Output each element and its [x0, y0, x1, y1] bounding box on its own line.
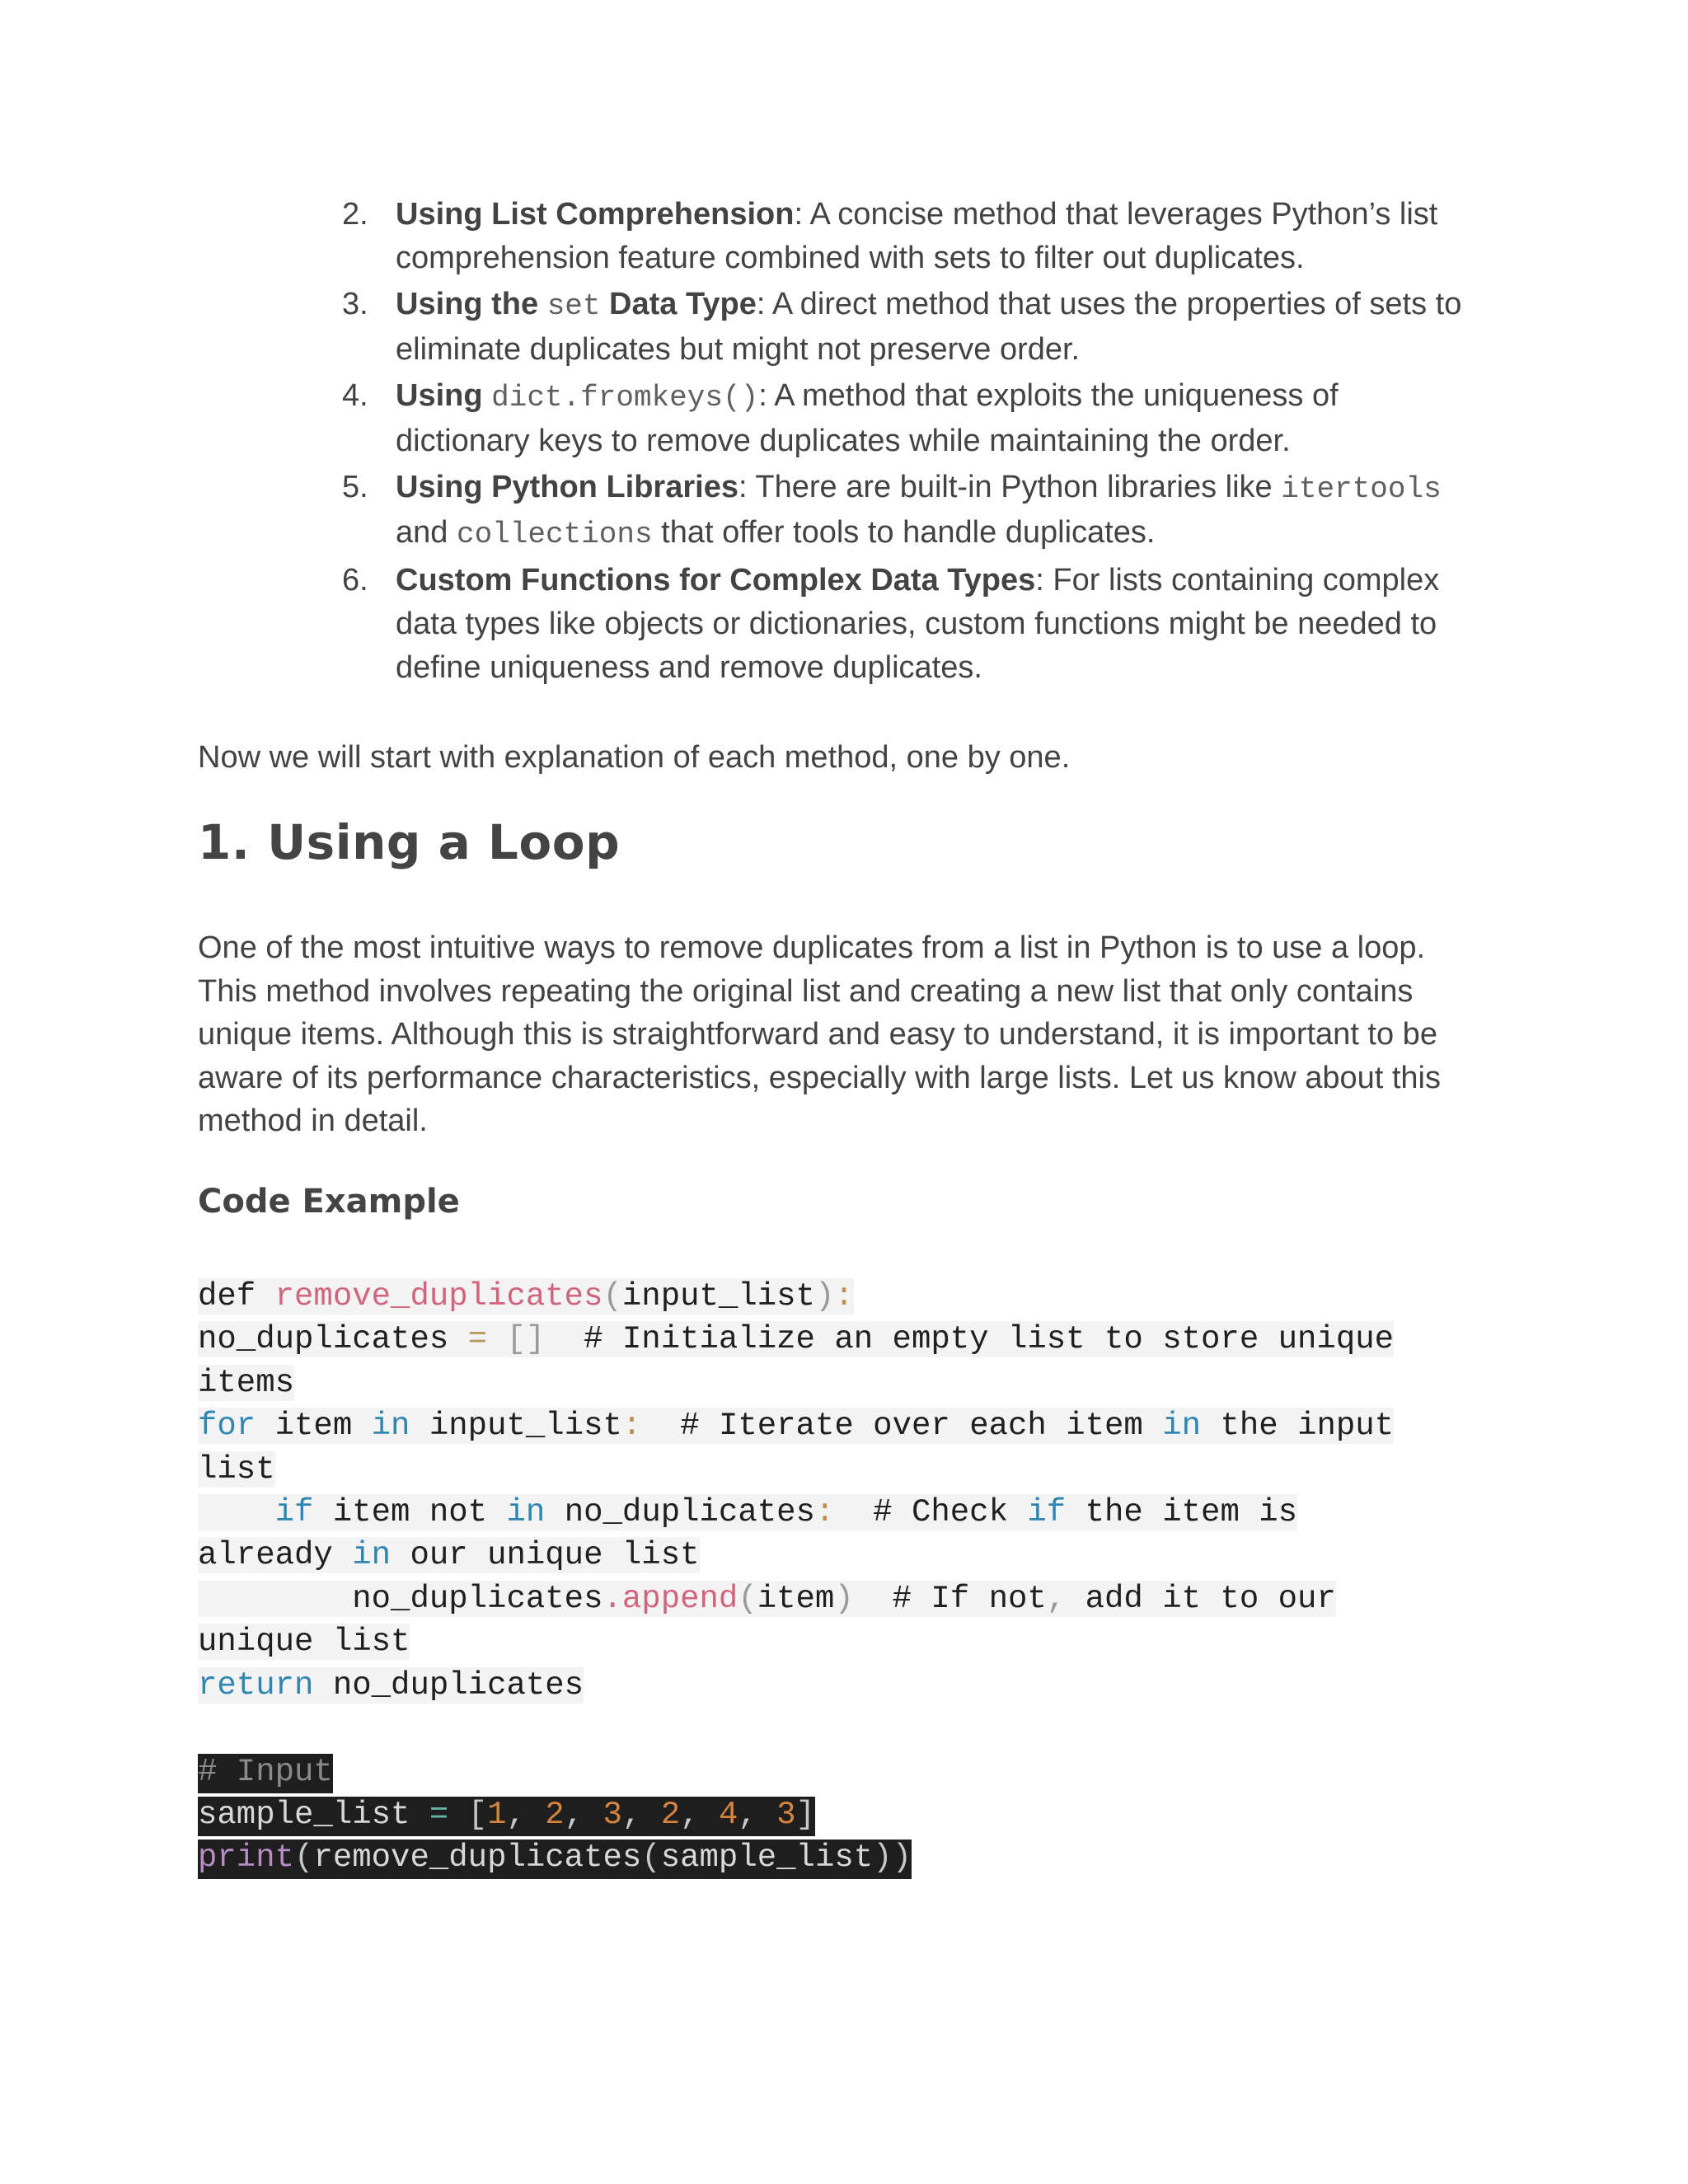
- list-item-number: 6.: [342, 563, 368, 598]
- code-token: no_duplicates: [313, 1666, 584, 1704]
- code-token: remove_duplicates: [313, 1840, 642, 1876]
- code-line: [198, 1361, 1517, 1404]
- code-line: [198, 1318, 1517, 1361]
- section-heading: 1. Using a Loop: [198, 814, 621, 870]
- list-item-number: 2.: [342, 197, 368, 232]
- code-line: [198, 1275, 1517, 1318]
- code-block-input: [198, 1750, 912, 1879]
- code-token: the input: [1201, 1408, 1395, 1445]
- code-token: add it to our: [1066, 1580, 1336, 1617]
- intro-paragraph: Now we will start with explanation of each method, one by one.: [198, 740, 1071, 775]
- list-item-text: : A direct method that uses the properties of sets to eliminate duplicates but might not preserve order.: [396, 287, 1462, 367]
- code-token: item not: [313, 1493, 507, 1530]
- code-token: no_duplicates: [198, 1580, 603, 1617]
- code-block-function: [198, 1275, 1517, 1707]
- list-item-term: Using: [396, 378, 492, 413]
- list-item-text: that offer tools to handle duplicates.: [652, 515, 1156, 550]
- code-token: remove_duplicates: [274, 1278, 603, 1315]
- methods-list: [342, 193, 1479, 692]
- code-token: ,: [621, 1797, 661, 1833]
- code-token: unique list: [198, 1624, 410, 1661]
- code-line-content: [198, 1797, 815, 1836]
- list-item: [342, 283, 1479, 372]
- code-line-content: [198, 1278, 854, 1315]
- code-token: [198, 1494, 275, 1530]
- inline-code: set: [546, 289, 601, 323]
- code-line-content: [198, 1321, 1394, 1357]
- code-token: ,: [506, 1797, 546, 1833]
- code-line-content: [198, 1624, 410, 1660]
- list-item: [342, 193, 1479, 280]
- code-token: ): [834, 1580, 854, 1617]
- code-token: :: [834, 1278, 854, 1315]
- code-token: [487, 1321, 506, 1357]
- code-token: ,: [1046, 1580, 1067, 1617]
- code-token: :: [621, 1408, 642, 1445]
- code-token: # Check: [834, 1493, 1028, 1530]
- code-line-content: [198, 1754, 333, 1793]
- code-token: =: [467, 1321, 488, 1358]
- code-token: ,: [564, 1797, 603, 1833]
- code-line-content: [198, 1840, 912, 1879]
- code-line-content: [198, 1408, 1394, 1444]
- code-token: (: [641, 1840, 661, 1876]
- code-token: sample_list: [198, 1797, 429, 1833]
- code-token: item: [256, 1408, 372, 1445]
- list-item-term: Using the: [396, 287, 547, 321]
- code-line: [198, 1448, 1517, 1491]
- code-token: (: [738, 1580, 757, 1617]
- code-token: print: [198, 1840, 295, 1876]
- code-token: def: [198, 1278, 275, 1315]
- code-token: in: [1162, 1408, 1202, 1445]
- list-item-text: : For lists containing complex data types like objects or dictionaries, custom functions might be needed to define uniqueness and remove duplicates.: [396, 563, 1440, 685]
- section-paragraph: One of the most intuitive ways to remove duplicates from a list in Python is to use a loop. This method involves repeating the original list and creating a new list that only contains unique items. Although this is straightforward and easy to understand, it is important to be aware of its performance characteristics, especially with large lists. Let us know about this method in detail.: [198, 930, 1441, 1138]
- code-token: no_duplicates: [198, 1321, 468, 1358]
- code-token: if: [1027, 1493, 1067, 1530]
- code-token: [: [467, 1797, 488, 1833]
- code-token: 2: [660, 1797, 681, 1833]
- code-token: already: [198, 1537, 353, 1574]
- code-token: (: [294, 1840, 314, 1876]
- list-item-term: Data Type: [600, 287, 757, 321]
- code-line-content: [198, 1581, 1336, 1617]
- code-line-content: [198, 1537, 700, 1573]
- list-item-text: and: [396, 515, 457, 550]
- inline-code: itertools: [1281, 472, 1442, 506]
- code-line: [198, 1750, 912, 1793]
- code-line: [198, 1664, 1517, 1707]
- code-token: ): [814, 1278, 835, 1315]
- code-token: .append: [603, 1580, 738, 1617]
- list-item-term: Using Python Libraries: [396, 470, 738, 504]
- list-item: [342, 374, 1479, 463]
- inline-code: collections: [456, 518, 653, 551]
- code-token: input_list: [621, 1278, 815, 1315]
- code-token: items: [198, 1364, 295, 1401]
- code-token: # Input: [198, 1754, 333, 1790]
- list-item-number: 3.: [342, 287, 368, 321]
- code-token: the item is: [1066, 1493, 1298, 1530]
- list-item-text: : A method that exploits the uniqueness of dictionary keys to remove duplicates while maintaining the order.: [396, 378, 1339, 458]
- code-line: [198, 1836, 912, 1879]
- code-token: )): [873, 1840, 912, 1876]
- code-token: 3: [776, 1797, 796, 1833]
- code-token: :: [814, 1493, 835, 1530]
- code-token: # If not: [853, 1580, 1047, 1617]
- code-token: 4: [718, 1797, 738, 1833]
- list-item-number: 5.: [342, 470, 368, 504]
- code-token: ,: [738, 1797, 777, 1833]
- code-token: # Initialize an empty list to store unique: [545, 1321, 1395, 1358]
- code-token: our unique list: [391, 1537, 700, 1574]
- code-token: sample_list: [660, 1840, 874, 1876]
- code-token: =: [429, 1797, 449, 1833]
- list-item-term: Custom Functions for Complex Data Types: [396, 563, 1036, 598]
- code-token: for: [198, 1408, 256, 1445]
- code-token: item: [757, 1580, 835, 1617]
- list-item-term: Using List Comprehension: [396, 197, 795, 232]
- code-line: [198, 1491, 1517, 1534]
- code-line-content: [198, 1667, 584, 1704]
- code-token: 3: [603, 1797, 622, 1833]
- code-line-content: [198, 1451, 275, 1488]
- list-item-text: : There are built-in Python libraries like: [738, 470, 1282, 504]
- code-line: [198, 1534, 1517, 1577]
- code-line: [198, 1404, 1517, 1447]
- list-item: [342, 559, 1479, 690]
- code-line: [198, 1577, 1517, 1620]
- code-token: if: [274, 1493, 314, 1530]
- code-token: return: [198, 1666, 314, 1704]
- code-token: # Iterate over each item: [641, 1408, 1163, 1445]
- list-item-text: : A concise method that leverages Python’s list comprehension feature combined with sets to filter out duplicates.: [396, 197, 1438, 275]
- inline-code: dict.fromkeys(): [491, 381, 759, 415]
- code-example-heading: Code Example: [198, 1183, 460, 1221]
- code-line-content: [198, 1494, 1297, 1530]
- code-token: ,: [680, 1797, 719, 1833]
- code-token: list: [198, 1451, 275, 1488]
- list-item: [342, 466, 1479, 556]
- code-token: (: [603, 1278, 622, 1315]
- code-token: ]: [795, 1797, 815, 1833]
- code-line: [198, 1620, 1517, 1663]
- code-token: no_duplicates: [545, 1493, 815, 1530]
- code-token: in: [506, 1493, 546, 1530]
- code-token: in: [371, 1408, 410, 1445]
- code-token: 1: [487, 1797, 507, 1833]
- code-token: in: [352, 1537, 392, 1574]
- list-item-number: 4.: [342, 378, 368, 413]
- code-token: input_list: [410, 1408, 622, 1445]
- code-line: [198, 1793, 912, 1836]
- code-line-content: [198, 1365, 294, 1401]
- code-token: 2: [545, 1797, 565, 1833]
- code-token: []: [506, 1321, 546, 1358]
- code-token: [448, 1797, 467, 1833]
